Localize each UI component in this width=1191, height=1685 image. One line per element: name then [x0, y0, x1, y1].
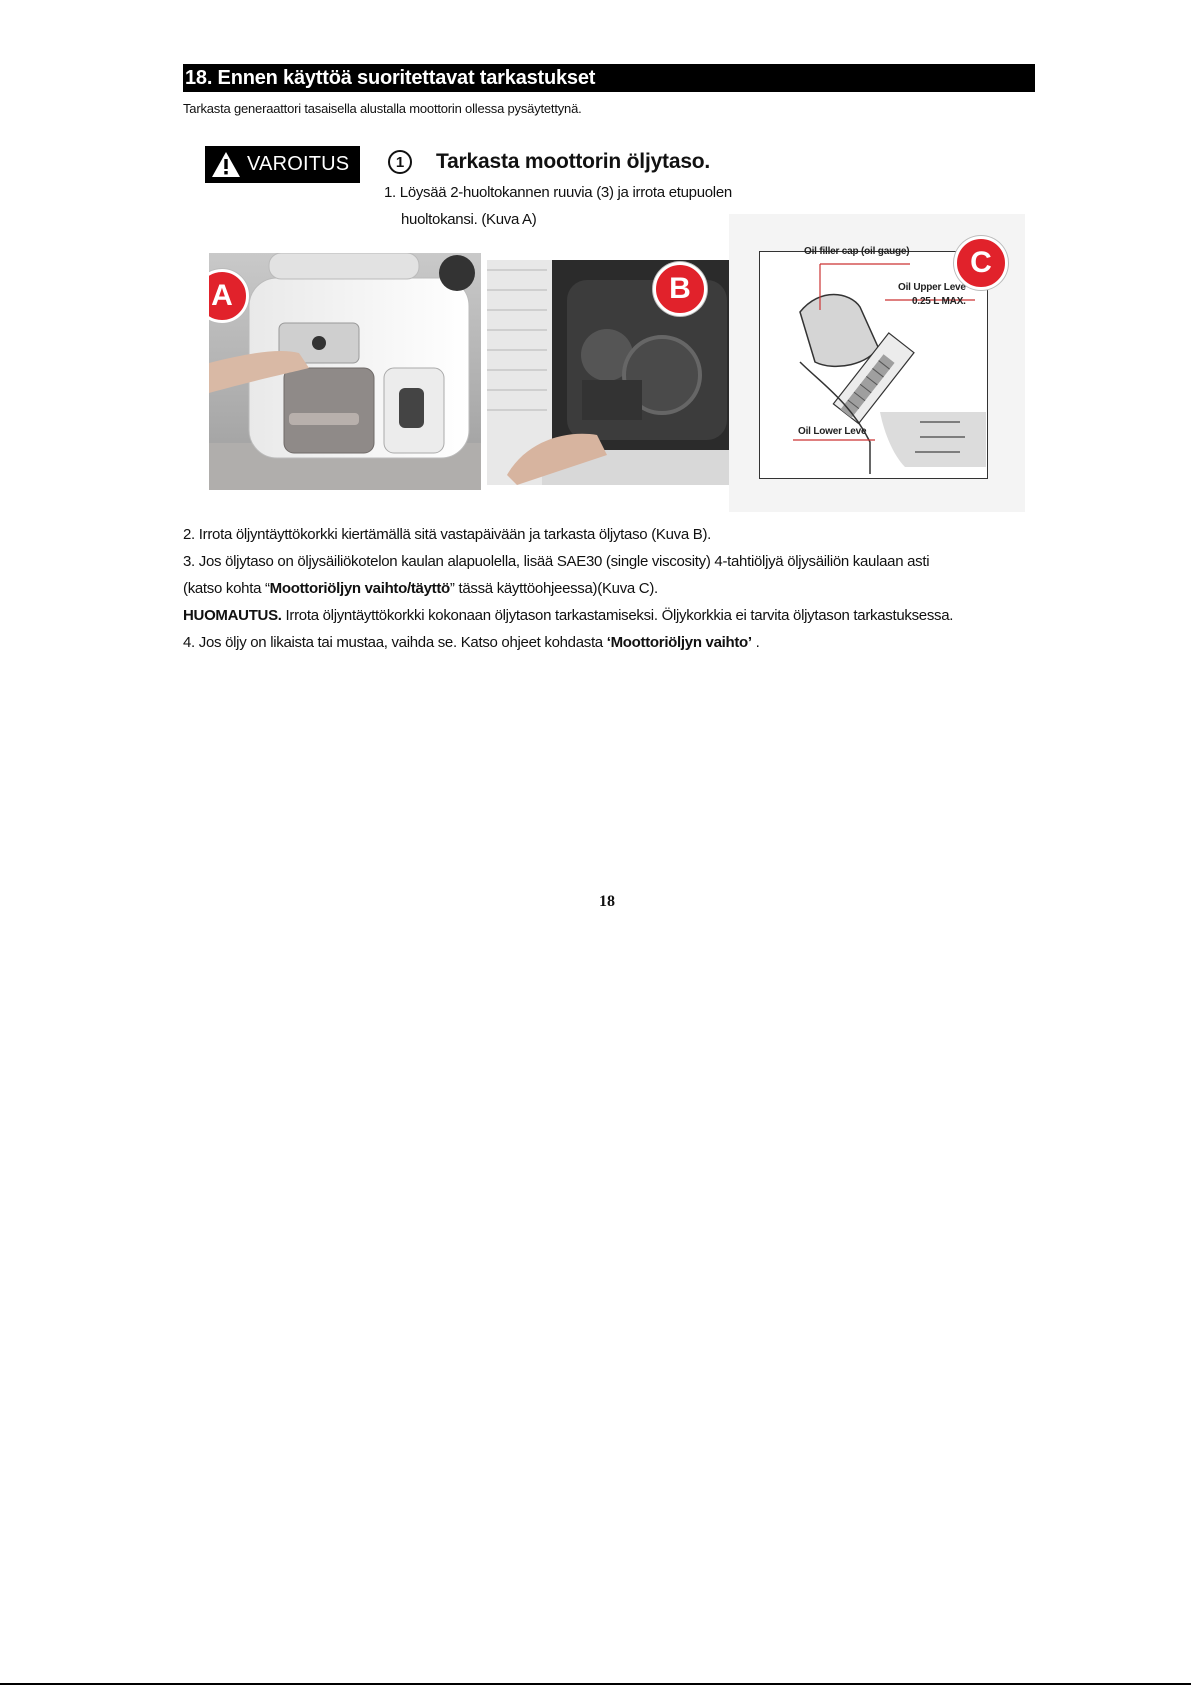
p4-pre: 4. Jos öljy on likaista tai mustaa, vaihda se. Katso ohjeet kohdasta [183, 634, 607, 651]
note-label: HUOMAUTUS. [183, 607, 282, 624]
label-oil-upper-level: Oil Upper Leve [898, 282, 966, 293]
step-number: 1 [388, 150, 412, 174]
step-heading [388, 150, 710, 174]
p3-bold-ref: Moottoriöljyn vaihto/täyttö [269, 580, 450, 597]
paragraph-3-line2 [183, 580, 658, 597]
figure-a-badge: A [209, 269, 249, 323]
warning-badge [205, 146, 360, 183]
section-title: 18. Ennen käyttöä suoritettavat tarkastukset [183, 64, 1035, 92]
note-text: Irrota öljyntäyttökorkki kokonaan öljytason tarkastamiseksi. Öljykorkkia ei tarvita öljytason tarkastuksessa. [281, 607, 954, 624]
generator-illustration [209, 253, 481, 490]
figure-c-diagram [759, 246, 988, 479]
step-instruction-line1: 1. Löysää 2-huoltokannen ruuvia (3) ja irrota etupuolen [384, 184, 732, 201]
label-oil-upper-max: 0.25 L MAX. [912, 296, 966, 307]
p4-bold-ref: ‘Moottoriöljyn vaihto’ [606, 634, 752, 651]
p4-post: . [751, 634, 760, 651]
intro-text: Tarkasta generaattori tasaisella alustalla moottorin ollessa pysäytettynä. [183, 101, 582, 116]
figure-b-photo [487, 260, 738, 485]
step-title: Tarkasta moottorin öljytaso. [436, 150, 711, 173]
page-number: 18 [599, 893, 615, 910]
warning-label: VAROITUS [247, 153, 350, 175]
paragraph-3-line1: 3. Jos öljytaso on öljysäiliökotelon kaulan alapuolella, lisää SAE30 (single viscosity) 4-tahtiöljyä öljysäiliön kaulaan asti [183, 553, 930, 570]
figure-b-badge: B [653, 262, 707, 316]
label-oil-lower-level: Oil Lower Leve [798, 426, 867, 437]
paragraph-2: 2. Irrota öljyntäyttökorkki kiertämällä sitä vastapäivään ja tarkasta öljytaso (Kuva B). [183, 526, 712, 543]
p3-post: ” tässä käyttöohjeessa)(Kuva C). [449, 580, 658, 597]
figure-c-badge: C [954, 236, 1008, 290]
label-oil-filler-cap: Oil filler cap (oil gauge) [804, 246, 910, 257]
warning-triangle-icon [211, 151, 241, 178]
step-instruction-line2: huoltokansi. (Kuva A) [401, 211, 537, 228]
figure-a-photo [209, 253, 481, 490]
paragraph-4 [183, 634, 760, 651]
note-paragraph [183, 607, 953, 624]
p3-pre: (katso kohta “ [183, 580, 270, 597]
